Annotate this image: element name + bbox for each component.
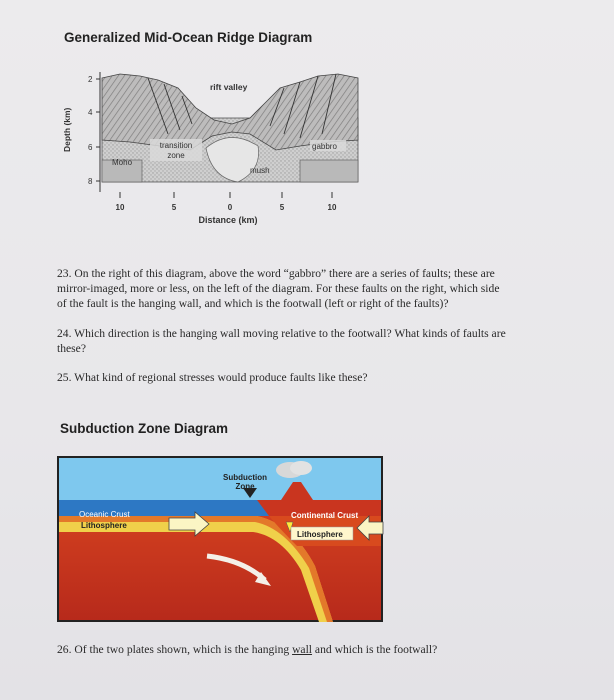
question-23 — [57, 266, 499, 311]
transition-zone-label-1: transition — [159, 141, 193, 150]
x-tick-left-10: 10 — [115, 203, 125, 212]
moho-label: Moho — [112, 158, 133, 167]
y-tick-4: 4 — [88, 108, 93, 117]
right-base-block — [300, 160, 358, 182]
rift-valley-label: rift valley — [210, 82, 248, 92]
ridge-diagram-title: Generalized Mid-Ocean Ridge Diagram — [64, 30, 313, 45]
lithosphere-left-label: Lithosphere — [81, 521, 127, 530]
question-25: 25. What kind of regional stresses would produce faults like these? — [57, 371, 368, 384]
x-tick-left-5: 5 — [171, 203, 177, 212]
q24-line-2: these? — [57, 342, 86, 355]
x-axis-label: Distance (km) — [198, 215, 258, 225]
question-24 — [57, 326, 506, 356]
oceanic-crust-label: Oceanic Crust — [79, 510, 130, 519]
q23-line-1: 23. On the right of this diagram, above the word “gabbro” there are a series of faults; these are — [57, 267, 495, 280]
question-26 — [57, 642, 437, 657]
y-tick-8: 8 — [88, 177, 93, 186]
q26-underlined-word: wall — [292, 643, 313, 656]
subduction-diagram-title: Subduction Zone Diagram — [60, 421, 229, 436]
subduction-zone-diagram — [57, 456, 387, 626]
sky — [59, 458, 381, 504]
y-tick-6: 6 — [88, 143, 93, 152]
transition-zone-label-2: zone — [167, 151, 185, 160]
q24-line-1: 24. Which direction is the hanging wall moving relative to the footwall? What kinds of faults are — [57, 327, 506, 340]
y-tick-2: 2 — [88, 75, 93, 84]
y-axis-label: Depth (km) — [62, 107, 72, 152]
subduction-zone-label-2: Zone — [235, 482, 255, 491]
y-axis-ticks — [88, 75, 100, 186]
x-tick-right-5: 5 — [279, 203, 285, 212]
mush-label: mush — [250, 166, 270, 175]
q26-text-after: and which is the footwall? — [312, 643, 438, 656]
continental-crust-label: Continental Crust — [291, 511, 359, 520]
x-axis-ticks — [116, 192, 337, 212]
q26-text-before: 26. Of the two plates shown, which is the hanging — [57, 643, 293, 656]
subduction-zone-label-1: Subduction — [223, 473, 267, 482]
x-tick-right-10: 10 — [327, 203, 337, 212]
mid-ocean-ridge-diagram — [0, 0, 614, 240]
x-tick-0: 0 — [227, 203, 233, 212]
lithosphere-right-label: Lithosphere — [297, 530, 343, 539]
q23-line-2: mirror-imaged, more or less, on the left of the diagram. For these faults on the right, which side — [57, 282, 500, 295]
gabbro-label: gabbro — [312, 142, 337, 151]
q23-line-3: of the fault is the hanging wall, and which is the footwall (left or right of the faults)? — [57, 297, 449, 310]
